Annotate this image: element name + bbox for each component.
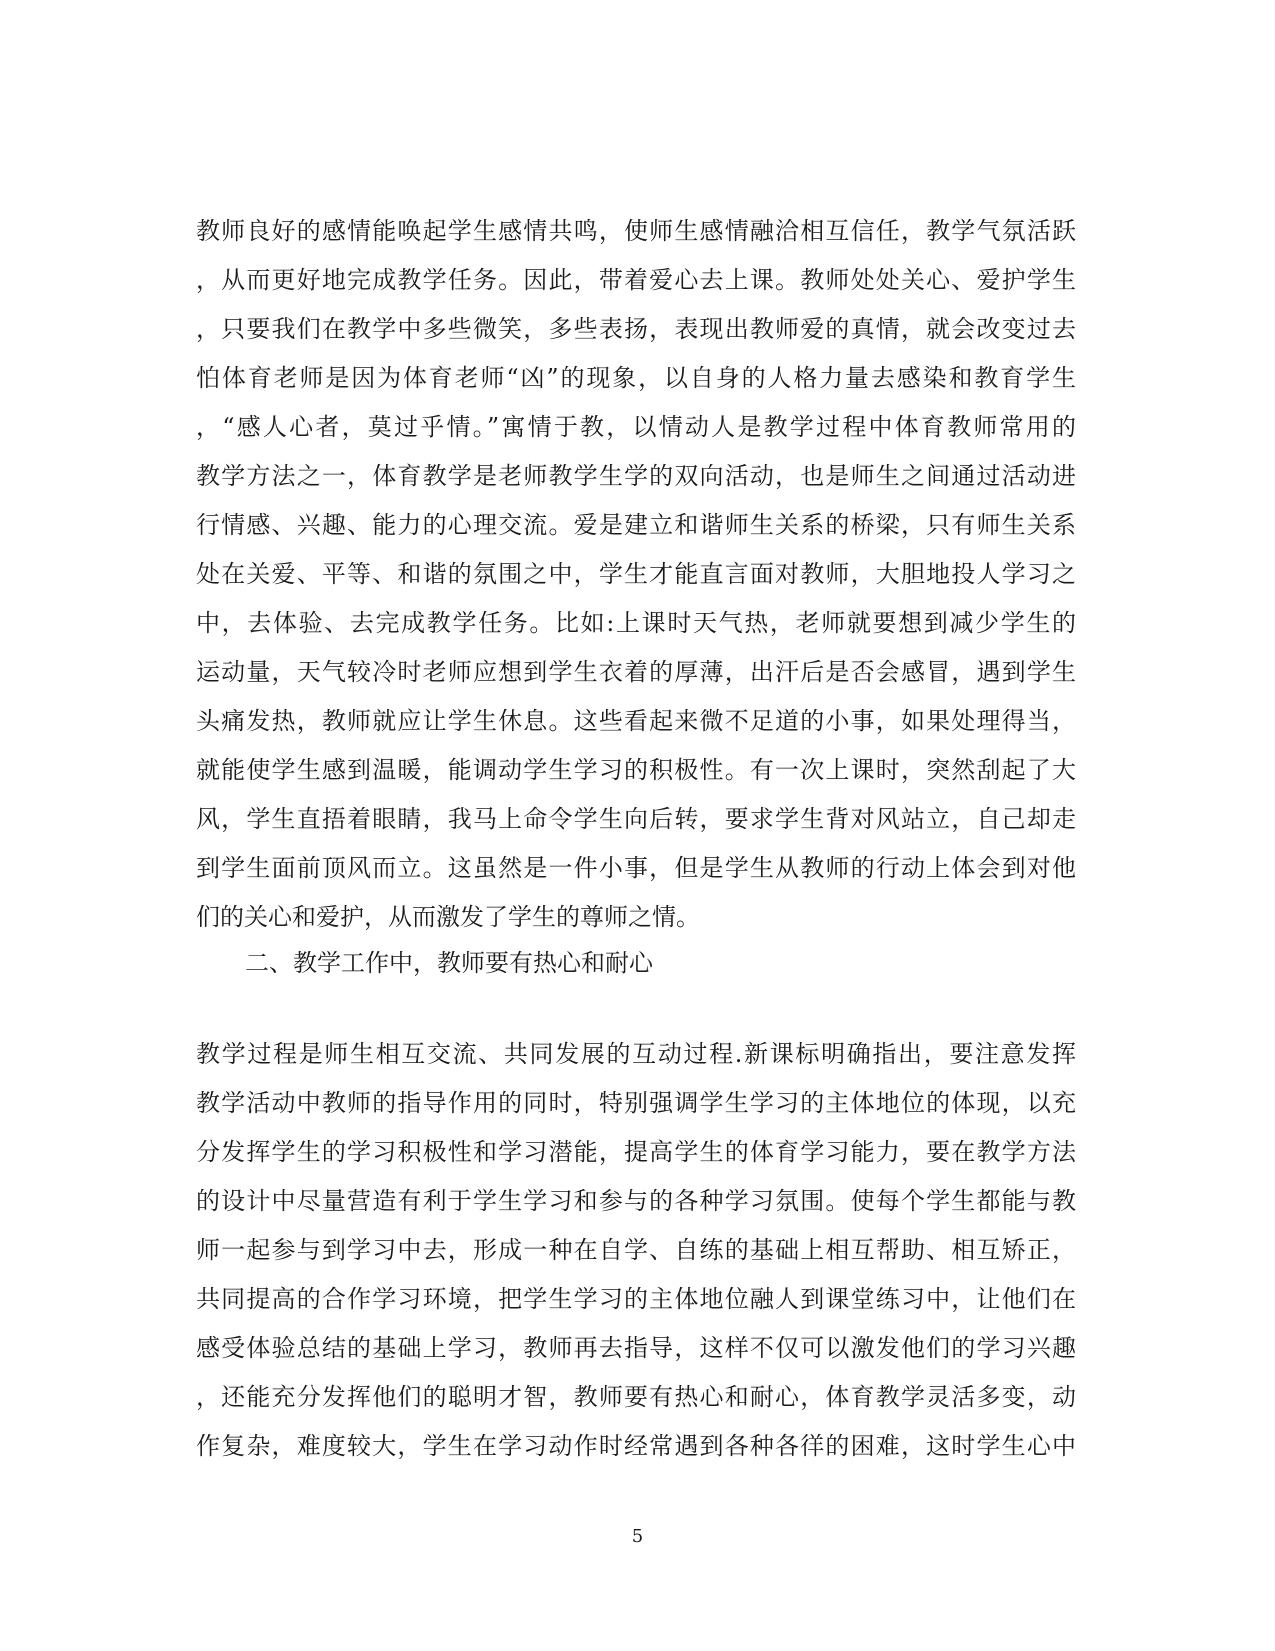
text-line: 作复杂，难度较大，学生在学习动作时经常遇到各种各徉的困难，这时学生心中 — [196, 1432, 1076, 1460]
text-line: 中，去体验、去完成教学任务。比如:上课时天气热，老师就要想到减少学生的 — [196, 609, 1076, 637]
text-line: 就能使学生感到温暖，能调动学生学习的积极性。有一次上课时，突然刮起了大 — [196, 756, 1076, 784]
text-line: 分发挥学生的学习积极性和学习潜能，提高学生的体育学习能力，要在教学方法 — [196, 1138, 1076, 1166]
text-line: 教师良好的感情能唤起学生感情共鸣，使师生感情融洽相互信任，教学气氛活跃 — [196, 217, 1076, 245]
text-line: 教学过程是师生相互交流、共同发展的互动过程.新课标明确指出，要注意发挥 — [196, 1040, 1076, 1068]
paragraph-1 — [196, 207, 1076, 942]
page-number: 5 — [631, 1526, 644, 1547]
section-heading: 二、教学工作中，教师要有热心和耐心 — [245, 949, 653, 977]
text-line: 怕体育老师是因为体育老师“凶”的现象，以自身的人格力量去感染和教育学生 — [196, 364, 1076, 392]
text-line: ，“感人心者，莫过乎情。”寓情于教，以情动人是教学过程中体育教师常用的 — [196, 413, 1076, 441]
text-line: 行情感、兴趣、能力的心理交流。爱是建立和谐师生关系的桥梁，只有师生关系 — [196, 511, 1076, 539]
text-line: 运动量，天气较冷时老师应想到学生衣着的厚薄，出汗后是否会感冒，遇到学生 — [196, 658, 1076, 686]
text-line: ，还能充分发挥他们的聪明才智，教师要有热心和耐心，体育教学灵活多变，动 — [196, 1383, 1076, 1411]
text-line: 们的关心和爱护，从而激发了学生的尊师之情。 — [196, 903, 700, 931]
text-line: 教学活动中教师的指导作用的同时，特别强调学生学习的主体地位的体现，以充 — [196, 1089, 1076, 1117]
text-line: 头痛发热，教师就应让学生休息。这些看起来微不足道的小事，如果处理得当， — [196, 707, 1076, 735]
text-line: 风，学生直捂着眼睛，我马上命令学生向后转，要求学生背对风站立，自己却走 — [196, 805, 1076, 833]
text-line: 感受体验总结的基础上学习，教师再去指导，这样不仅可以激发他们的学习兴趣 — [196, 1334, 1076, 1362]
paragraph-2 — [196, 1030, 1076, 1471]
text-line: 教学方法之一，体育教学是老师教学生学的双向活动，也是师生之间通过活动进 — [196, 462, 1076, 490]
text-line: 师一起参与到学习中去，形成一种在自学、自练的基础上相互帮助、相互矫正， — [196, 1236, 1076, 1264]
text-line: 共同提高的合作学习环境，把学生学习的主体地位融人到课堂练习中，让他们在 — [196, 1285, 1076, 1313]
text-line: 到学生面前顶风而立。这虽然是一件小事，但是学生从教师的行动上体会到对他 — [196, 854, 1076, 882]
text-line: 的设计中尽量营造有利于学生学习和参与的各种学习氛围。使每个学生都能与教 — [196, 1187, 1076, 1215]
text-line: 处在关爱、平等、和谐的氛围之中，学生才能直言面对教师，大胆地投人学习之 — [196, 560, 1076, 588]
text-line: ，从而更好地完成教学任务。因此，带着爱心去上课。教师处处关心、爱护学生 — [196, 266, 1076, 294]
text-line: ，只要我们在教学中多些微笑，多些表扬，表现出教师爱的真情，就会改变过去 — [196, 315, 1076, 343]
